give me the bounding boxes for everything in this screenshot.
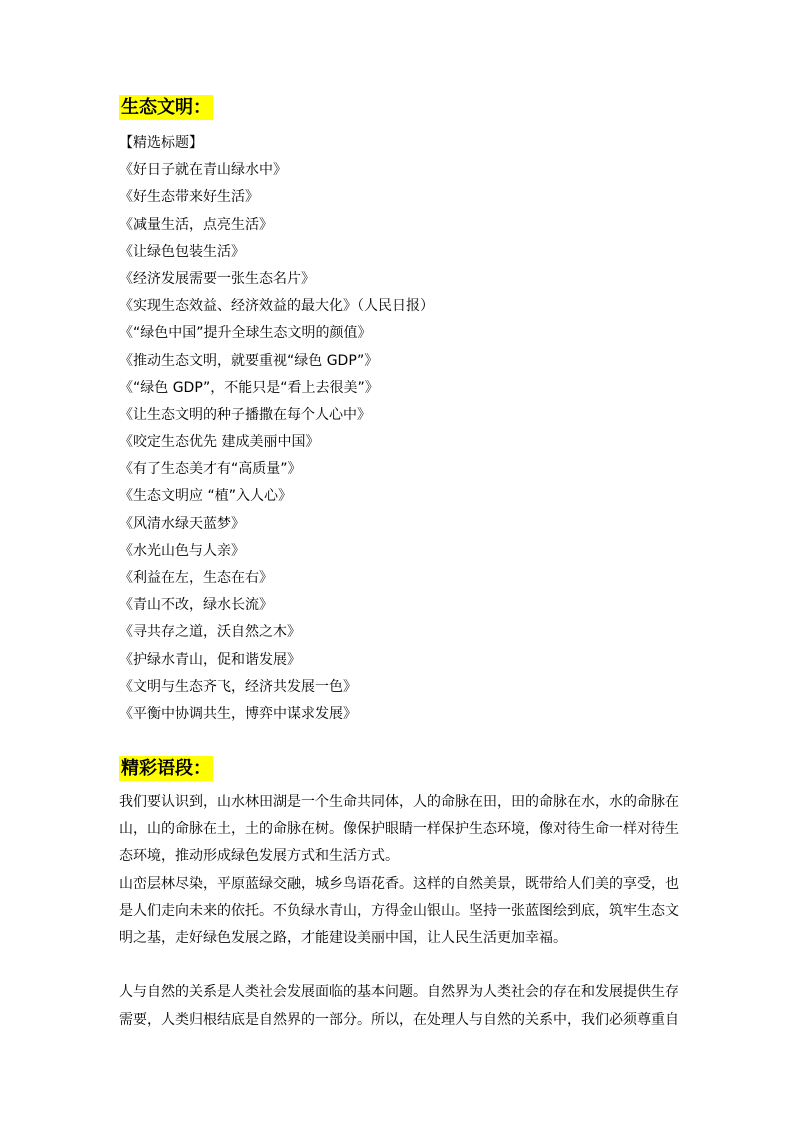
title-item: 《生态文明应 “植”入人心》 xyxy=(119,488,292,505)
title-item: 《让生态文明的种子播撒在每个人心中》 xyxy=(119,406,371,423)
passage-paragraph: 山峦层林尽染，平原蓝绿交融，城乡鸟语花香。这样的自然美景，既带给人们美的享受，也是人们走向未来的依托。不负绿水青山，方得金山银山。坚持一张蓝图绘到底，筑牢生态文明之基，走好绿色发展之路，才能建设美丽中国，让人民生活更加幸福。 xyxy=(119,875,679,947)
section-heading-ecological-civilization: 生态文明： xyxy=(121,97,211,118)
title-item: 《咬定生态优先 建成美丽中国》 xyxy=(119,434,320,451)
subheading: 【精选标题】 xyxy=(119,135,203,151)
paragraph-spacer xyxy=(119,952,679,979)
title-item: 《护绿水青山，促和谐发展》 xyxy=(119,651,301,668)
title-item: 《“绿色 GDP”，不能只是“看上去很美”》 xyxy=(119,379,379,396)
title-item: 《经济发展需要一张生态名片》 xyxy=(119,270,315,287)
selected-titles-list xyxy=(119,130,434,728)
title-item: 《“绿色中国”提升全球生态文明的颜值》 xyxy=(119,325,372,342)
title-item: 《风清水绿天蓝梦》 xyxy=(119,515,245,532)
title-item: 《好日子就在青山绿水中》 xyxy=(119,162,287,179)
title-item: 《寻共存之道，沃自然之木》 xyxy=(119,624,301,641)
passage-paragraph: 我们要认识到，山水林田湖是一个生命共同体，人的命脉在田，田的命脉在水，水的命脉在山，山的命脉在土，土的命脉在树。像保护眼睛一样保护生态环境，像对待生命一样对待生态环境，推动形成绿色发展方式和生活方式。 xyxy=(119,794,679,865)
title-item: 《有了生态美才有“高质量”》 xyxy=(119,461,302,478)
title-item: 《实现生态效益、经济效益的最大化》（人民日报） xyxy=(119,298,434,315)
passages-block xyxy=(119,789,679,1034)
title-item: 《好生态带来好生活》 xyxy=(119,189,259,206)
passage-paragraph: 人与自然的关系是人类社会发展面临的基本问题。自然界为人类社会的存在和发展提供生存需要，人类归根结底是自然界的一部分。所以，在处理人与自然的关系中，我们必须尊重自 xyxy=(119,984,679,1028)
title-item: 《水光山色与人亲》 xyxy=(119,542,245,559)
title-item: 《文明与生态齐飞，经济共发展一色》 xyxy=(119,678,357,695)
section-heading-excellent-passages: 精彩语段： xyxy=(121,758,211,779)
title-item: 《平衡中协调共生，博弈中谋求发展》 xyxy=(119,705,357,722)
title-item: 《让绿色包装生活》 xyxy=(119,243,245,260)
title-item: 《利益在左，生态在右》 xyxy=(119,570,273,586)
title-item: 《推动生态文明，就要重视“绿色 GDP”》 xyxy=(119,352,379,369)
title-item: 《青山不改，绿水长流》 xyxy=(119,597,273,614)
title-item: 《减量生活，点亮生活》 xyxy=(119,216,273,233)
